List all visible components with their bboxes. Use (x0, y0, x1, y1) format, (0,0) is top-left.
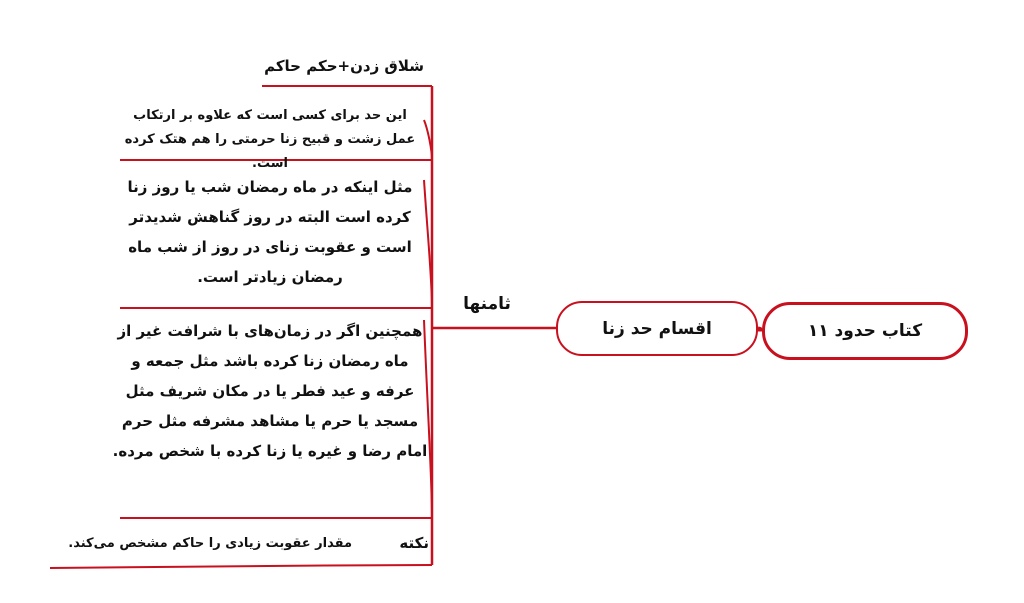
leaf-example-places: همچنین اگر در زمان‌های با شرافت غیر از ماه رمضان زنا کرده باشد مثل جمعه و عرفه و عید فطر یا در مکان شریف مثل مسجد یا حرم یا مشاهد مشرفه مثل حرم امام رضا و غیره یا زنا کرده با شخص مرده. (112, 322, 428, 460)
leaf-definition: این حد برای کسی است که علاوه بر ارتکاب عمل زشت و قبیح زنا حرمتی را هم هتک کرده است. (124, 108, 416, 171)
leaf-heading: شلاق زدن+حکم حاکم (264, 57, 424, 75)
branch-node-label: اقسام حد زنا (602, 318, 712, 339)
root-node[interactable] (762, 302, 968, 360)
underline-note (50, 565, 432, 568)
note-label: نکته (399, 534, 429, 552)
section-label: ثامنها (463, 294, 511, 314)
note-text: مقدار عقوبت زیادی را حاکم مشخص می‌کند. (68, 536, 352, 551)
leaf-example-ramadan: مثل اینکه در ماه رمضان شب یا روز زنا کرده است البته در روز گناهش شدیدتر است و عقوبت زنای در روز از شب ماه رمضان زیادتر است. (127, 178, 413, 286)
branch-node[interactable] (556, 301, 758, 356)
root-node-label: کتاب حدود ۱۱ (807, 321, 923, 341)
